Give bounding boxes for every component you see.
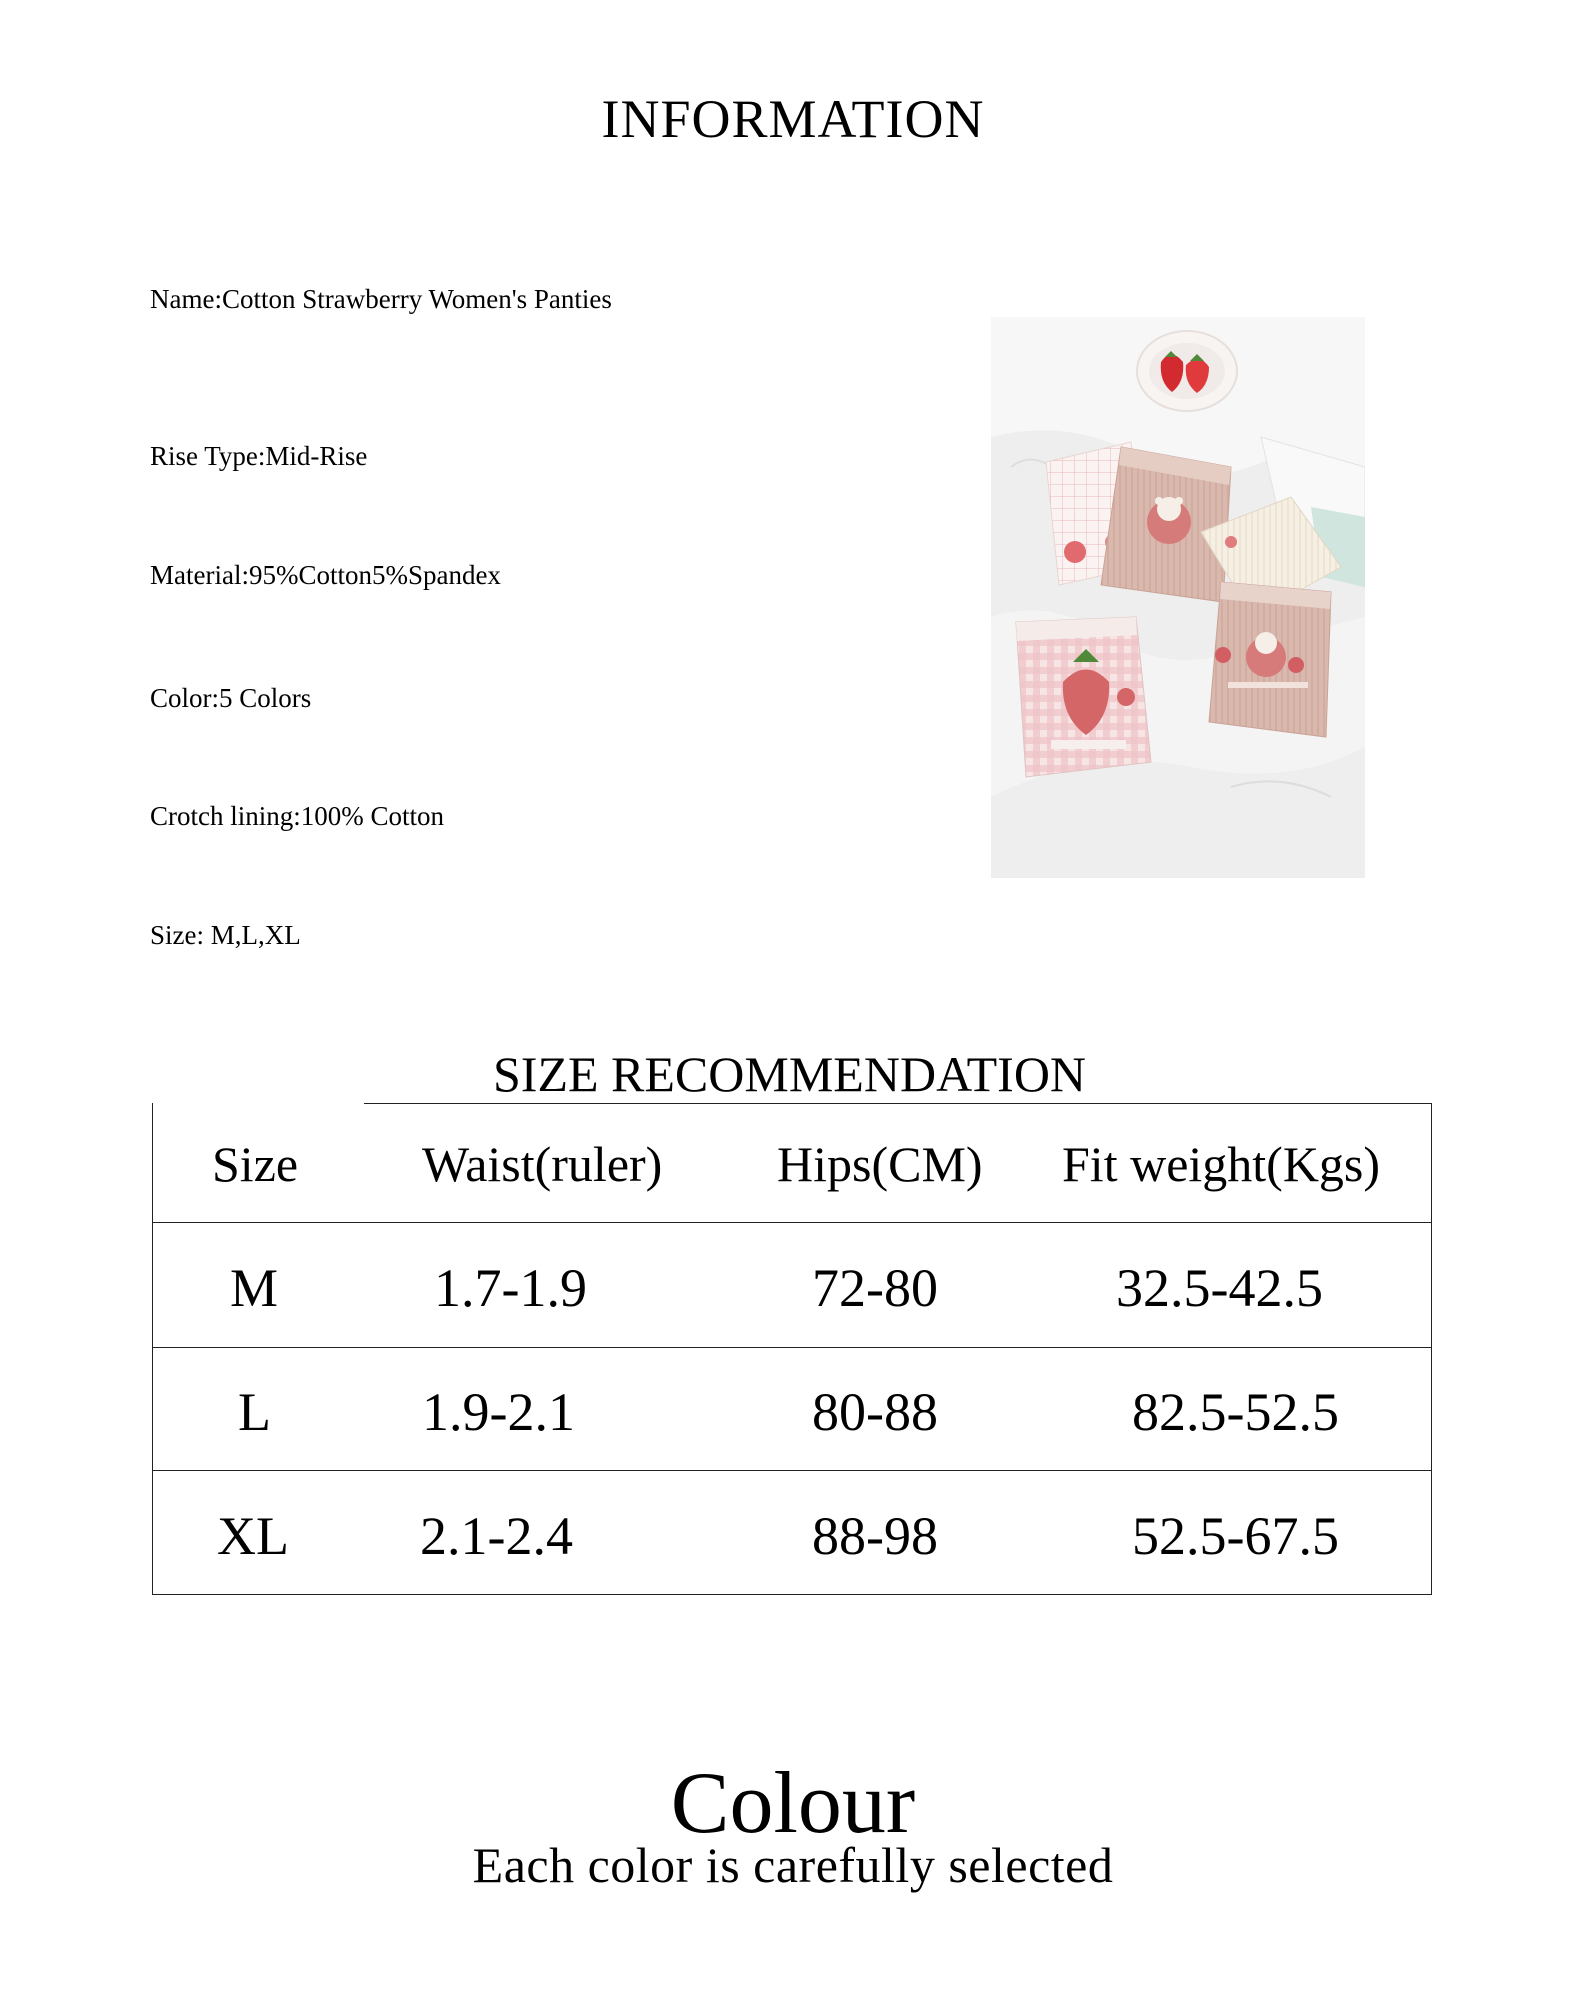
row-xl-weight: 52.5-67.5	[1132, 1506, 1339, 1566]
spec-name: Name:Cotton Strawberry Women's Panties	[150, 284, 612, 314]
header-waist: Waist(ruler)	[422, 1136, 663, 1192]
row-l-size: L	[238, 1382, 271, 1442]
spec-color: Color:5 Colors	[150, 683, 312, 713]
row-xl-size: XL	[217, 1506, 289, 1566]
spec-crotch-lining: Crotch lining:100% Cotton	[150, 801, 444, 831]
product-photo	[991, 317, 1365, 878]
table-row-divider	[152, 1222, 1432, 1223]
table-right-border	[1431, 1103, 1432, 1595]
size-table	[152, 1103, 1432, 1595]
header-hips: Hips(CM)	[777, 1136, 983, 1192]
table-left-border	[152, 1103, 153, 1595]
spec-material: Material:95%Cotton5%Spandex	[150, 560, 501, 590]
table-top-border	[364, 1103, 1432, 1104]
header-size: Size	[212, 1136, 299, 1192]
row-xl-hips: 88-98	[812, 1506, 938, 1566]
row-m-waist: 1.7-1.9	[434, 1258, 587, 1318]
header-fit-weight: Fit weight(Kgs)	[1062, 1136, 1381, 1192]
spec-rise-type: Rise Type:Mid-Rise	[150, 441, 368, 471]
colour-title: Colour	[670, 1755, 916, 1852]
colour-subtitle: Each color is carefully selected	[472, 1837, 1114, 1893]
size-recommendation-title: SIZE RECOMMENDATION	[493, 1046, 1087, 1102]
row-l-weight: 82.5-52.5	[1132, 1382, 1339, 1442]
row-l-waist: 1.9-2.1	[422, 1382, 575, 1442]
table-row-divider	[152, 1470, 1432, 1471]
row-xl-waist: 2.1-2.4	[420, 1506, 573, 1566]
page-title: INFORMATION	[601, 89, 985, 149]
row-m-hips: 72-80	[812, 1258, 938, 1318]
table-row-divider	[152, 1347, 1432, 1348]
row-m-weight: 32.5-42.5	[1116, 1258, 1323, 1318]
table-bottom-border	[152, 1594, 1432, 1595]
row-m-size: M	[230, 1258, 279, 1318]
row-l-hips: 80-88	[812, 1382, 938, 1442]
spec-size: Size: M,L,XL	[150, 920, 301, 950]
